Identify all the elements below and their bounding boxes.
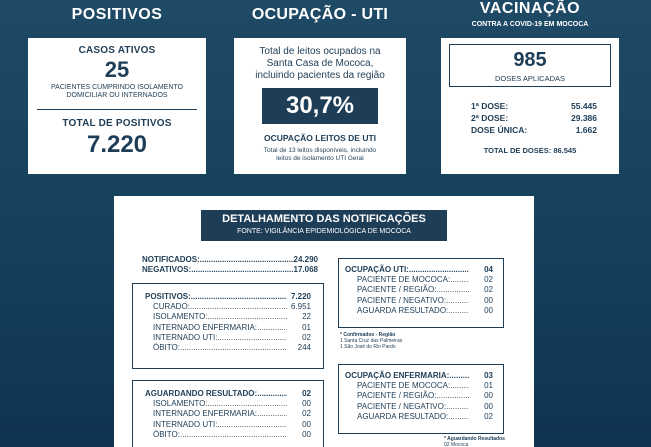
list-item (357, 391, 493, 401)
row-label: PACIENTE / NEGATIVO: (357, 295, 447, 305)
list-item (357, 285, 493, 295)
uti-note-2: leitos de isolamento UTI Geral (276, 154, 364, 162)
list-item (357, 412, 493, 422)
total-positivos-label: TOTAL DE POSITIVOS (62, 118, 172, 129)
uti-card (234, 38, 406, 174)
list-item (153, 333, 311, 343)
detalhamento-source: FONTE: VIGILÂNCIA EPIDEMIOLÓGICA DE MOCOCA (237, 228, 411, 235)
row-label: PACIENTE DE MOCOCA: (357, 275, 451, 285)
dose-row-value: 55.445 (571, 101, 597, 111)
row-label: PACIENTE DE MOCOCA: (357, 381, 451, 391)
negativos-value: 17.068 (293, 265, 318, 275)
row-label: ISOLAMENTO: (153, 399, 208, 409)
note-line: * Aguardando Resultados (444, 436, 505, 442)
row-value: 7.220 (290, 292, 311, 301)
row-label: INTERNADO ENFERMARIA: (153, 322, 258, 332)
vacinacao-card (441, 38, 619, 174)
row-value: 244 (297, 343, 311, 353)
row-value: 02 (302, 409, 311, 419)
row-label: AGUARDA RESULTADO: (357, 411, 449, 421)
casos-ativos-desc-1: PACIENTES CUMPRINDO ISOLAMENTO (51, 84, 183, 91)
detalhamento-header (201, 210, 447, 241)
ocupacao-uti-header-row (345, 265, 493, 275)
list-item (153, 323, 311, 333)
total-positivos-value: 7.220 (86, 131, 148, 158)
row-value: 00 (302, 429, 311, 439)
row-label: PACIENTE / REGIÃO: (357, 391, 437, 401)
note-line: 02 Mococa (444, 442, 469, 447)
dose-row-label: 2ª DOSE: (471, 113, 509, 123)
list-item (153, 399, 311, 409)
note-line: 1 Santa Cruz das Palmeiras (340, 338, 403, 344)
row-label: OCUPAÇÃO ENFERMARIA: (345, 371, 450, 380)
row-value: 02 (484, 275, 493, 285)
vacinacao-title: VACINAÇÃO (479, 0, 581, 17)
positivos-title: POSITIVOS (71, 6, 163, 23)
row-label: PACIENTE / NEGATIVO: (357, 401, 447, 411)
row-label: ÓBITO: (153, 429, 180, 439)
list-item (153, 312, 311, 322)
row-label: OCUPAÇÃO UTI: (345, 265, 409, 274)
aguardando-box (132, 380, 324, 447)
casos-ativos-desc-2: DOMICILIAR OU INTERNADOS (66, 92, 168, 99)
row-value: 6.951 (290, 302, 311, 312)
row-value: 01 (484, 381, 493, 391)
dose-row-value: 29.386 (571, 113, 597, 123)
note-line: * Confirmados - Região (340, 332, 396, 338)
uti-desc-3: incluindo pacientes da região (255, 70, 385, 81)
row-label: ÓBITO: (153, 343, 180, 353)
dose-row-value: 1.662 (575, 125, 597, 135)
row-value: 00 (302, 399, 311, 409)
positivos-card (28, 38, 206, 174)
list-item (153, 302, 311, 312)
row-value: 00 (484, 295, 493, 305)
doses-label: DOSES APLICADAS (494, 74, 566, 83)
notificados-label: NOTIFICADOS: (142, 255, 200, 264)
aguardando-header-row (145, 389, 311, 399)
note-line: 1 São José do Rio Pardo (340, 344, 396, 350)
row-label: INTERNADO UTI: (153, 332, 218, 342)
row-label: ISOLAMENTO: (153, 312, 208, 322)
positivos-box (132, 283, 324, 369)
ocupacao-enfermaria-box (338, 364, 504, 434)
row-label: CURADO: (153, 302, 190, 312)
ocupacao-enfermaria-header-row (345, 371, 493, 381)
dose-row (441, 100, 619, 112)
list-item (357, 275, 493, 285)
row-label: INTERNADO ENFERMARIA: (153, 409, 258, 419)
row-value: 00 (484, 401, 493, 411)
list-item (357, 381, 493, 391)
divider (37, 109, 197, 110)
row-value: 02 (302, 332, 311, 342)
row-label: INTERNADO UTI: (153, 419, 218, 429)
casos-ativos-value: 25 (104, 57, 130, 82)
uti-label: OCUPAÇÃO LEITOS DE UTI (263, 133, 377, 143)
row-label: AGUARDA RESULTADO: (357, 305, 449, 315)
row-value: 02 (484, 285, 493, 295)
row-label: AGUARDANDO RESULTADO: (145, 389, 258, 398)
row-value: 03 (484, 371, 493, 380)
negativos-label: NEGATIVOS: (142, 265, 192, 275)
list-item (153, 430, 311, 440)
list-item (153, 420, 311, 430)
row-value: 02 (484, 411, 493, 421)
notificados-row (142, 255, 318, 265)
row-value: 04 (484, 265, 493, 274)
total-doses: TOTAL DE DOSES: 86.545 (483, 146, 577, 155)
row-value: 02 (302, 389, 311, 398)
dose-row-label: 1ª DOSE: (471, 101, 509, 111)
row-label: POSITIVOS: (145, 292, 191, 301)
uti-title: OCUPAÇÃO - UTI (251, 6, 389, 23)
dose-row-label: DOSE ÚNICA: (471, 125, 528, 135)
detalhamento-title: DETALHAMENTO DAS NOTIFICAÇÕES (222, 213, 426, 225)
doses-box (449, 44, 611, 87)
list-item (153, 409, 311, 419)
dose-row (441, 124, 619, 136)
negativos-row (142, 265, 318, 275)
ocupacao-enfermaria-notes (444, 436, 505, 447)
uti-desc-1: Total de leitos ocupados na (259, 46, 381, 57)
vacinacao-subtitle: CONTRA A COVID-19 EM MOCOCA (471, 21, 589, 28)
row-value: 00 (484, 391, 493, 401)
ocupacao-uti-box (338, 258, 504, 328)
doses-value: 985 (513, 49, 547, 71)
row-label: PACIENTE / REGIÃO: (357, 285, 437, 295)
uti-percent: 30,7% (262, 88, 378, 124)
detalhamento-card (114, 196, 534, 447)
row-value: 01 (302, 322, 311, 332)
list-item (357, 296, 493, 306)
positivos-header-row (145, 292, 311, 302)
list-item (357, 306, 493, 316)
row-value: 00 (484, 305, 493, 315)
list-item (357, 402, 493, 412)
row-value: 22 (302, 312, 311, 322)
row-value: 00 (302, 419, 311, 429)
list-item (153, 343, 311, 353)
uti-desc-2: Santa Casa de Mococa, (266, 58, 374, 69)
notificados-value: 24.290 (293, 255, 318, 264)
casos-ativos-label: CASOS ATIVOS (78, 45, 156, 56)
dose-row (441, 112, 619, 124)
uti-note-1: Total de 13 leitos disponíveis, incluindo (263, 147, 377, 154)
ocupacao-uti-notes (340, 332, 402, 350)
